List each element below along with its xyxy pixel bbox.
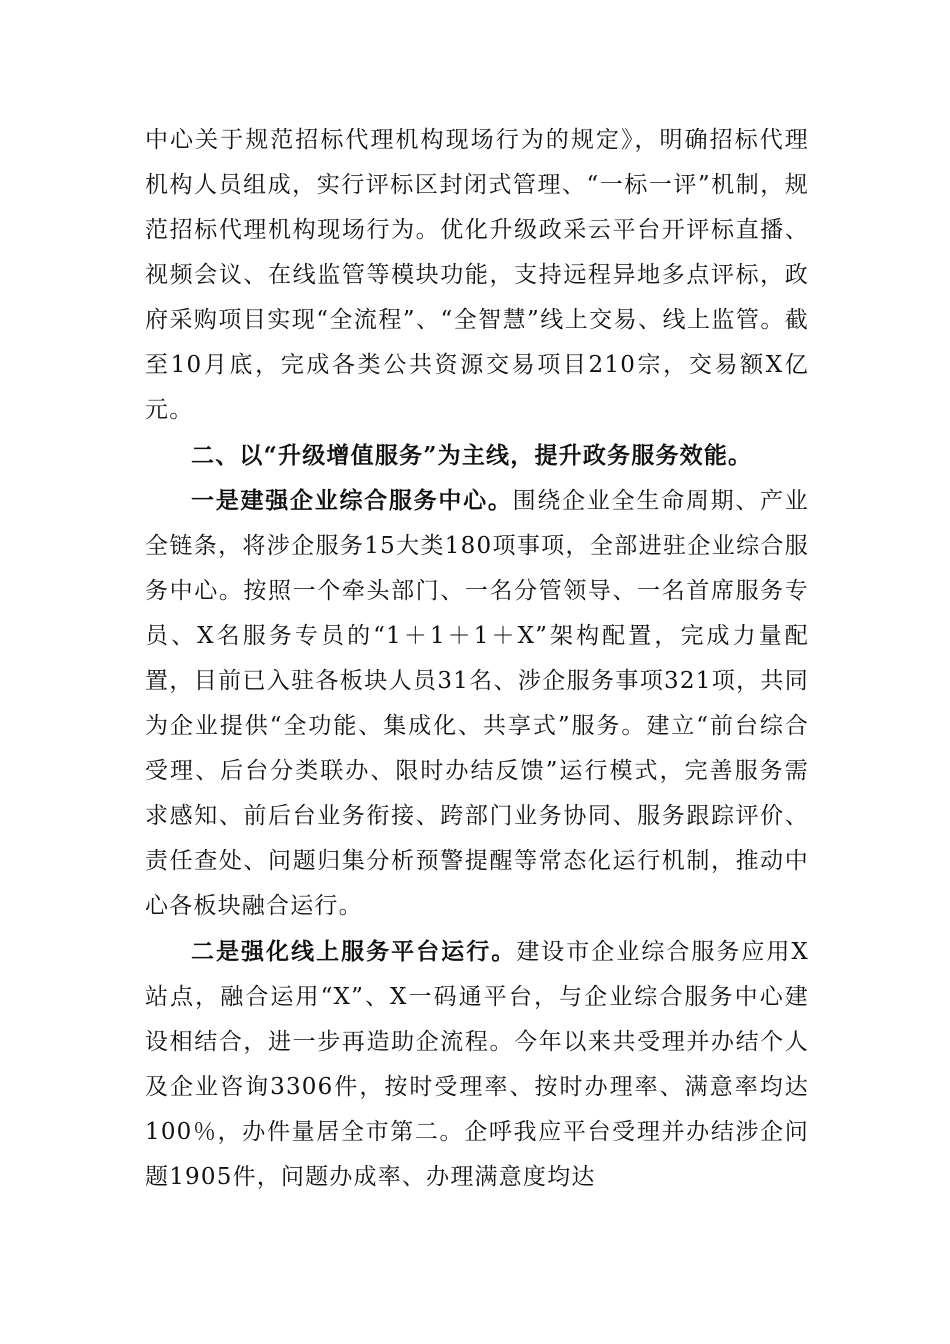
paragraph-enterprise-service-center	[145, 478, 809, 929]
paragraph-continuation	[145, 118, 809, 433]
paragraph-text: 建设市企业综合服务应用X站点，融合运用“X”、X一码通平台，与企业综合服务中心建设相结合，进一步再造助企流程。今年以来共受理并办结个人及企业咨询3306件，按时受理率、按时办理率、满意率均达100％，办件量居全市第二。企呼我应平台受理并办结涉企问题1905件，问题办成率、办理满意度均达	[145, 939, 809, 1190]
section-heading	[145, 433, 809, 478]
paragraph-online-service-platform	[145, 929, 809, 1200]
paragraph-text: 围绕企业全生命周期、产业全链条，将涉企服务15大类180项事项，全部进驻企业综合服务中心。按照一个牵头部门、一名分管领导、一名首席服务专员、X名服务专员的“1＋1＋1＋X”架构配置，完成力量配置，目前已入驻各板块人员31名、涉企服务事项321项，共同为企业提供“全功能、集成化、共享式”服务。建立“前台综合受理、后台分类联办、限时办结反馈”运行模式，完善服务需求感知、前后台业务衔接、跨部门业务协同、服务跟踪评价、责任查处、问题归集分析预警提醒等常态化运行机制，推动中心各板块融合运行。	[145, 488, 809, 919]
paragraph-lead: 二是强化线上服务平台运行。	[191, 938, 517, 965]
section-heading-text: 二、以“升级增值服务”为主线，提升政务服务效能。	[191, 442, 753, 469]
paragraph-lead: 一是建强企业综合服务中心。	[191, 487, 513, 514]
paragraph-text: 中心关于规范招标代理机构现场行为的规定》，明确招标代理机构人员组成，实行评标区封闭式管理、“一标一评”机制，规范招标代理机构现场行为。优化升级政采云平台开评标直播、视频会议、在线监管等模块功能，支持远程异地多点评标，政府采购项目实现“全流程”、“全智慧”线上交易、线上监管。截至10月底，完成各类公共资源交易项目210宗，交易额X亿元。	[145, 127, 809, 423]
document-body	[145, 118, 809, 1200]
